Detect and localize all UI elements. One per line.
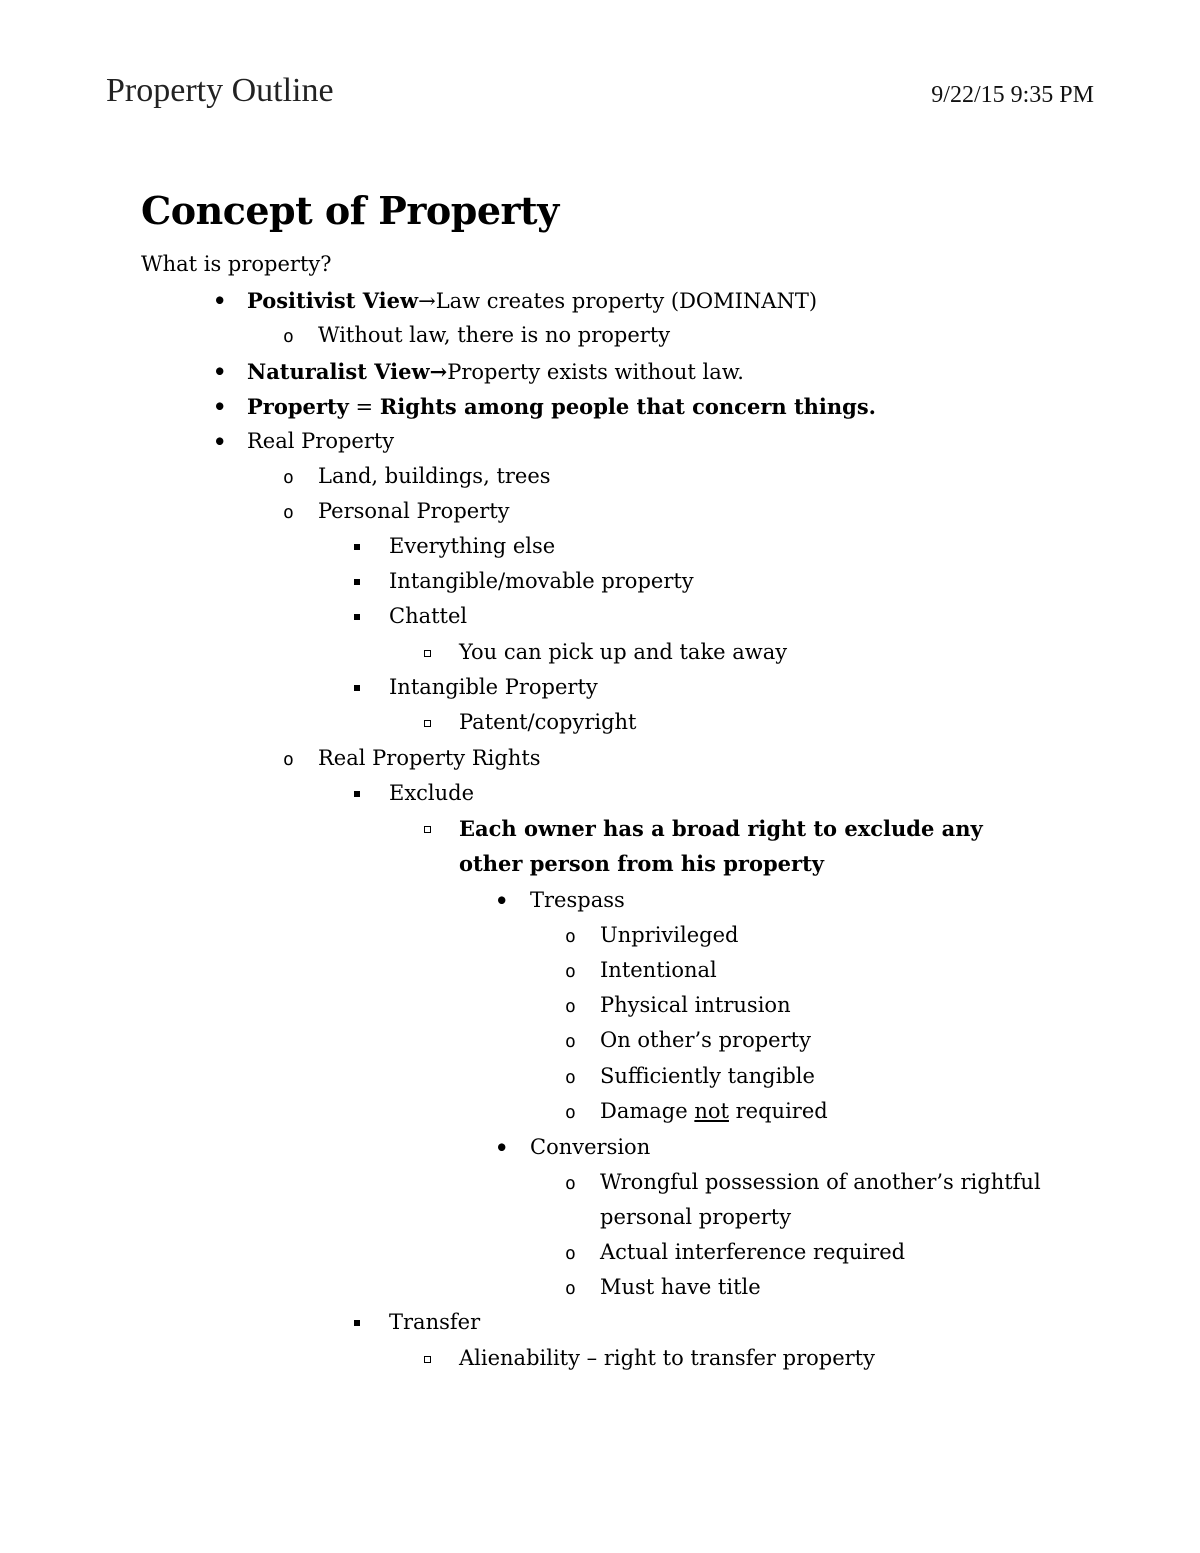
list-item-text: Personal Property (318, 499, 510, 523)
list-item-text: Alienability – right to transfer property (459, 1346, 875, 1370)
hollow-square-bullet-icon (424, 826, 431, 833)
list-item-text: Everything else (389, 534, 556, 558)
list-item-text: Trespass (530, 888, 625, 912)
naturalist-label: Naturalist View (247, 359, 430, 384)
list-item-text: Sufficiently tangible (600, 1064, 815, 1088)
circle-bullet-icon (565, 1270, 576, 1306)
list-item-text: On other’s property (600, 1028, 811, 1052)
square-bullet-icon (354, 1320, 360, 1326)
list-item-text: Each owner has a broad right to exclude any (459, 816, 983, 841)
circle-bullet-icon (565, 988, 576, 1024)
circle-bullet-icon (283, 318, 294, 354)
square-bullet-icon (354, 791, 360, 797)
square-bullet-icon (354, 579, 360, 585)
section-heading: Concept of Property (141, 188, 559, 233)
list-item-text: Real Property Rights (318, 746, 541, 770)
circle-bullet-icon (565, 1094, 576, 1130)
list-item-text: Patent/copyright (459, 710, 637, 734)
disc-bullet-icon (213, 283, 226, 319)
circle-bullet-icon (565, 953, 576, 989)
disc-bullet-icon (495, 883, 508, 919)
circle-bullet-icon (565, 1165, 576, 1201)
section-question: What is property? (141, 252, 332, 276)
square-bullet-icon (354, 685, 360, 691)
list-item-text: other person from his property (459, 851, 825, 876)
list-item-text: Land, buildings, trees (318, 464, 551, 488)
list-item-text: Intentional (600, 958, 717, 982)
list-item-text: Intangible Property (389, 675, 598, 699)
hollow-square-bullet-icon (424, 720, 431, 727)
damage-text-end: required (728, 1099, 828, 1123)
damage-text-start: Damage (600, 1099, 695, 1123)
positivist-label: Positivist View (247, 288, 419, 313)
circle-bullet-icon (565, 1023, 576, 1059)
hollow-square-bullet-icon (424, 650, 431, 657)
circle-bullet-icon (283, 741, 294, 777)
disc-bullet-icon (213, 354, 226, 390)
equals-sign: = (348, 395, 380, 419)
list-item-text: Conversion (530, 1135, 651, 1159)
list-item-text: Must have title (600, 1275, 761, 1299)
positivist-text: Law creates property (DOMINANT) (435, 289, 818, 313)
arrow-right-icon: → (418, 289, 436, 313)
circle-bullet-icon (283, 459, 294, 495)
list-item-text: Actual interference required (600, 1240, 906, 1264)
list-item-text: You can pick up and take away (459, 640, 788, 664)
list-item-text: Without law, there is no property (318, 323, 671, 347)
list-item-text: Wrongful possession of another’s rightful (600, 1170, 1041, 1194)
list-item-text: Intangible/movable property (389, 569, 694, 593)
property-label: Property (247, 394, 349, 419)
circle-bullet-icon (565, 1059, 576, 1095)
document-title: Property Outline (106, 72, 334, 109)
circle-bullet-icon (565, 918, 576, 954)
list-item-text: Exclude (389, 781, 475, 805)
list-item-text: Real Property (247, 429, 395, 453)
disc-bullet-icon (213, 389, 226, 425)
disc-bullet-icon (495, 1130, 508, 1166)
damage-text-underlined: not (694, 1099, 729, 1123)
circle-bullet-icon (283, 494, 294, 530)
list-item-text: personal property (600, 1205, 792, 1229)
list-item-text: Chattel (389, 604, 468, 628)
naturalist-text: Property exists without law. (447, 360, 744, 384)
list-item-text: Transfer (389, 1310, 481, 1334)
circle-bullet-icon (565, 1235, 576, 1271)
disc-bullet-icon (213, 424, 226, 460)
hollow-square-bullet-icon (424, 1356, 431, 1363)
property-definition: Rights among people that concern things. (379, 394, 876, 419)
square-bullet-icon (354, 614, 360, 620)
square-bullet-icon (354, 544, 360, 550)
document-timestamp: 9/22/15 9:35 PM (931, 82, 1094, 108)
list-item-text: Physical intrusion (600, 993, 791, 1017)
list-item-text: Unprivileged (600, 923, 739, 947)
arrow-right-icon: → (429, 359, 448, 384)
